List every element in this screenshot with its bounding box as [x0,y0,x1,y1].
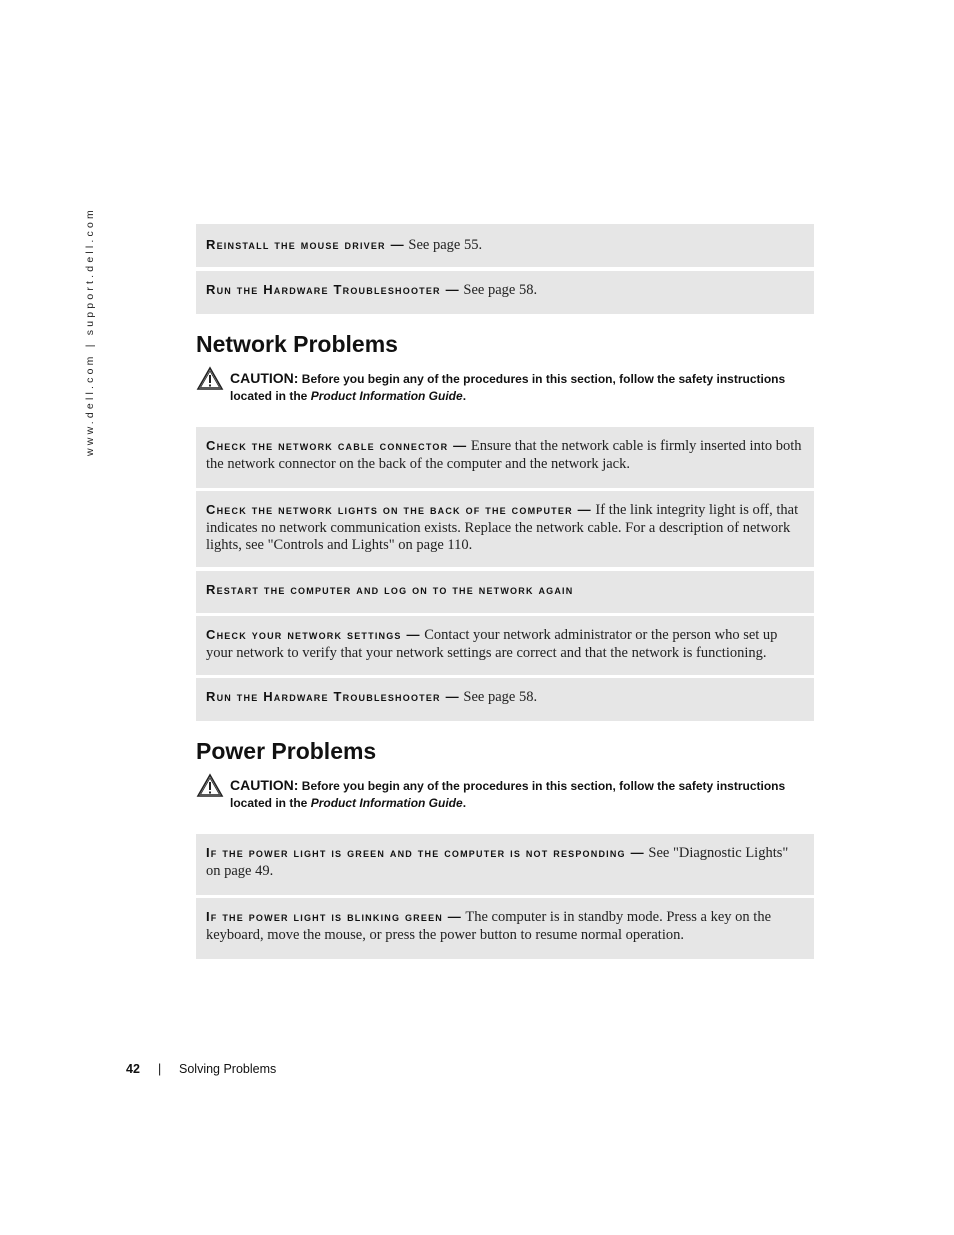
tip-text: Contact your network administrator or the person who set up your network to verify that your network settings are correct and that the network is functioning. [206,627,778,661]
caution-text: Before you begin any of the procedures in this section, follow the safety instructions located in the [230,779,786,810]
tip-lead: If the power light is blinking green — [206,909,462,924]
tip-box [196,898,814,959]
warning-triangle-icon [196,366,224,391]
tip-text: See page 58. [463,689,538,705]
caution-guide-title: Product Information Guide [310,389,463,403]
tip-text: See page 58. [463,282,538,298]
tip-box [196,427,814,488]
tip-lead: Check the network cable connector — [206,438,468,453]
caution-label: CAUTION: [230,777,299,793]
tip-lead: Run the Hardware Troubleshooter — [206,282,460,297]
tip-box [196,491,814,567]
tip-box [196,678,814,721]
warning-triangle-icon [196,773,224,798]
tip-text: If the link integrity light is off, that indicates no network communication exists. Replace the network cable. For a description of network lights, see "Controls and Lights" on page 110. [206,502,799,553]
tip-text: See "Diagnostic Lights" on page 49. [206,845,789,879]
tip-box [196,834,814,895]
tip-lead: If the power light is green and the computer is not responding — [206,845,645,860]
tip-text: See page 55. [408,237,483,253]
tip-box [196,571,814,613]
tip-lead: Restart the computer and log on to the network again [206,582,574,597]
tip-lead: Check your network settings — [206,627,421,642]
tip-lead: Check the network lights on the back of the computer — [206,502,592,517]
caution-end: . [462,796,467,810]
tip-box [196,224,814,267]
section-heading: Network Problems [196,331,398,357]
page-number: 42 [126,1062,140,1076]
tip-box [196,616,814,675]
caution-text: Before you begin any of the procedures in this section, follow the safety instructions located in the [230,372,786,403]
tip-text: The computer is in standby mode. Press a key on the keyboard, move the mouse, or press the power button to resume normal operation. [206,909,772,943]
tip-lead: Reinstall the mouse driver — [206,237,405,252]
side-url: www.dell.com | support.dell.com [84,207,96,456]
section-heading: Power Problems [196,738,377,764]
footer-separator: | [158,1062,162,1076]
caution-end: . [462,389,467,403]
tip-text: Ensure that the network cable is firmly inserted into both the network connector on the back of the computer and the network jack. [206,438,802,472]
tip-lead: Run the Hardware Troubleshooter — [206,689,460,704]
caution-guide-title: Product Information Guide [310,796,463,810]
caution-label: CAUTION: [230,370,299,386]
footer-section-title: Solving Problems [179,1062,277,1076]
tip-box [196,271,814,314]
